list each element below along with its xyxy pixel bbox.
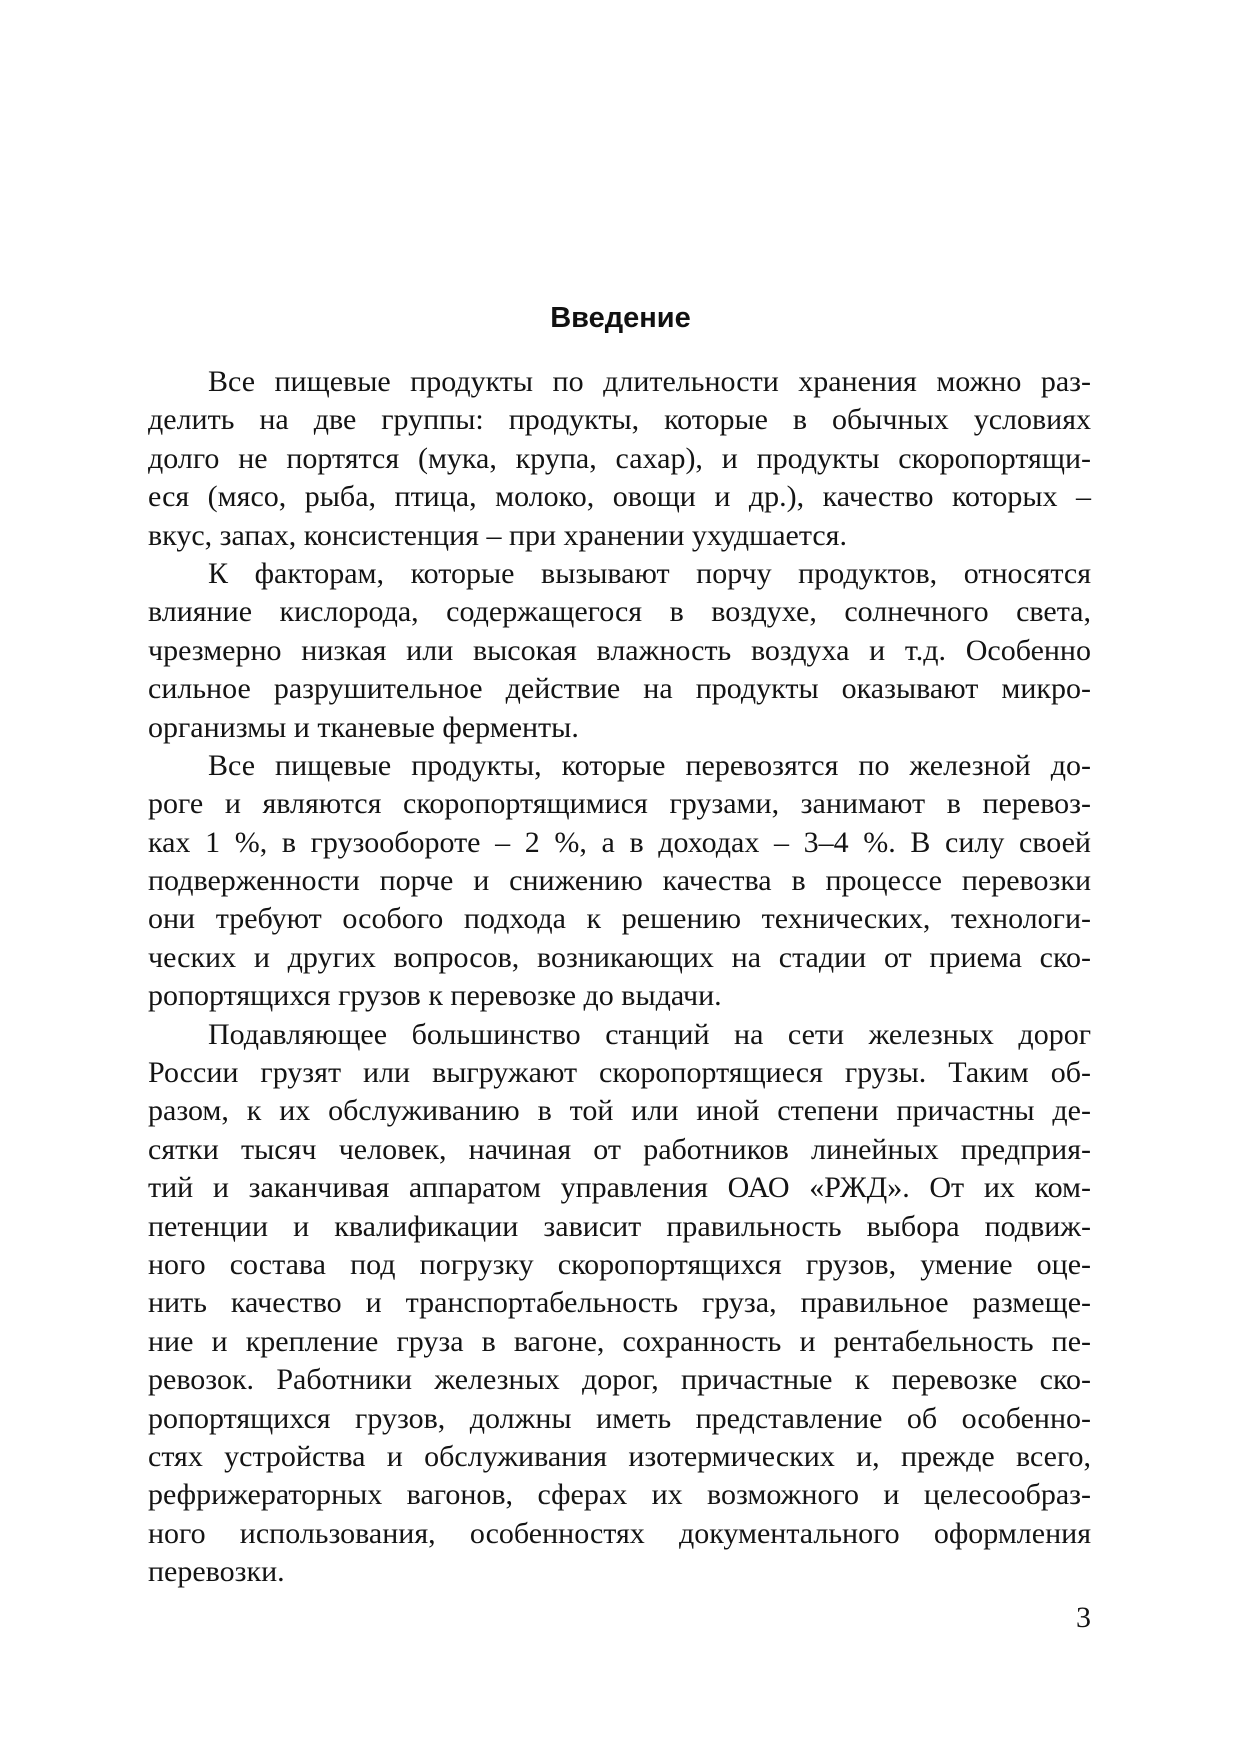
- text-line: Все пищевые продукты по длительности хранения можно раз-: [208, 365, 1091, 398]
- text-line: роге и являются скоропортящимися грузами, занимают в перевоз-: [148, 787, 1091, 821]
- text-line: ного состава под погрузку скоропортящихся грузов, умение оце-: [148, 1247, 1091, 1281]
- text-line: Подавляющее большинство станций на сети железных дорог: [208, 1017, 1091, 1051]
- text-line: долго не портятся (мука, крупа, сахар), и продукты скоропортящи-: [148, 441, 1091, 475]
- text-line: ного использования, особенностях документального оформления: [148, 1516, 1091, 1550]
- page-number: 3: [1076, 1601, 1091, 1634]
- text-line: стях устройства и обслуживания изотермических и, прежде всего,: [148, 1439, 1091, 1473]
- text-line: они требуют особого подхода к решению технических, технологи-: [148, 902, 1091, 936]
- text-line: делить на две группы: продукты, которые в обычных условиях: [148, 403, 1091, 437]
- text-line: России грузят или выгружают скоропортящиеся грузы. Таким об-: [148, 1056, 1091, 1090]
- text-line: разом, к их обслуживанию в той или иной степени причастны де-: [148, 1094, 1091, 1128]
- text-line: вкус, запах, консистенция – при хранении ухудшается.: [148, 518, 847, 552]
- paragraph-1: [148, 363, 1091, 555]
- paragraph-2: [148, 555, 1091, 747]
- text-line: нить качество и транспортабельность груза, правильное размеще-: [148, 1286, 1091, 1320]
- text-line: рефрижераторных вагонов, сферах их возможного и целесообраз-: [148, 1478, 1091, 1512]
- paragraph-4: [148, 1016, 1091, 1592]
- text-line: еся (мясо, рыба, птица, молоко, овощи и др.), качество которых –: [148, 480, 1091, 514]
- text-line: Все пищевые продукты, которые перевозятся по железной до-: [208, 748, 1091, 782]
- text-line: тий и заканчивая аппаратом управления ОАО «РЖД». От их ком-: [148, 1171, 1091, 1205]
- text-line: ропортящихся грузов к перевозке до выдачи.: [148, 979, 722, 1013]
- text-line: ние и крепление груза в вагоне, сохранность и рентабельность пе-: [148, 1324, 1091, 1358]
- text-line: сятки тысяч человек, начиная от работников линейных предприя-: [148, 1132, 1091, 1166]
- text-line: ревозок. Работники железных дорог, причастные к перевозке ско-: [148, 1363, 1091, 1397]
- text-line: К факторам, которые вызывают порчу продуктов, относятся: [208, 556, 1091, 590]
- text-line: сильное разрушительное действие на продукты оказывают микро-: [148, 672, 1091, 706]
- text-line: петенции и квалификации зависит правильность выбора подвиж-: [148, 1209, 1091, 1243]
- text-line: подверженности порче и снижению качества в процессе перевозки: [148, 864, 1091, 898]
- text-line: ках 1 %, в грузообороте – 2 %, а в доходах – 3–4 %. В силу своей: [148, 825, 1091, 859]
- text-line: перевозки.: [148, 1555, 285, 1589]
- text-line: ческих и других вопросов, возникающих на стадии от приема ско-: [148, 940, 1091, 974]
- text-line: чрезмерно низкая или высокая влажность воздуха и т.д. Особенно: [148, 633, 1091, 667]
- paragraph-3: [148, 747, 1091, 1016]
- text-line: влияние кислорода, содержащегося в воздухе, солнечного света,: [148, 595, 1091, 629]
- body-text: [148, 363, 1091, 1592]
- page-title: Введение: [550, 302, 691, 334]
- text-line: организмы и тканевые ферменты.: [148, 710, 579, 744]
- text-line: ропортящихся грузов, должны иметь представление об особенно-: [148, 1401, 1091, 1435]
